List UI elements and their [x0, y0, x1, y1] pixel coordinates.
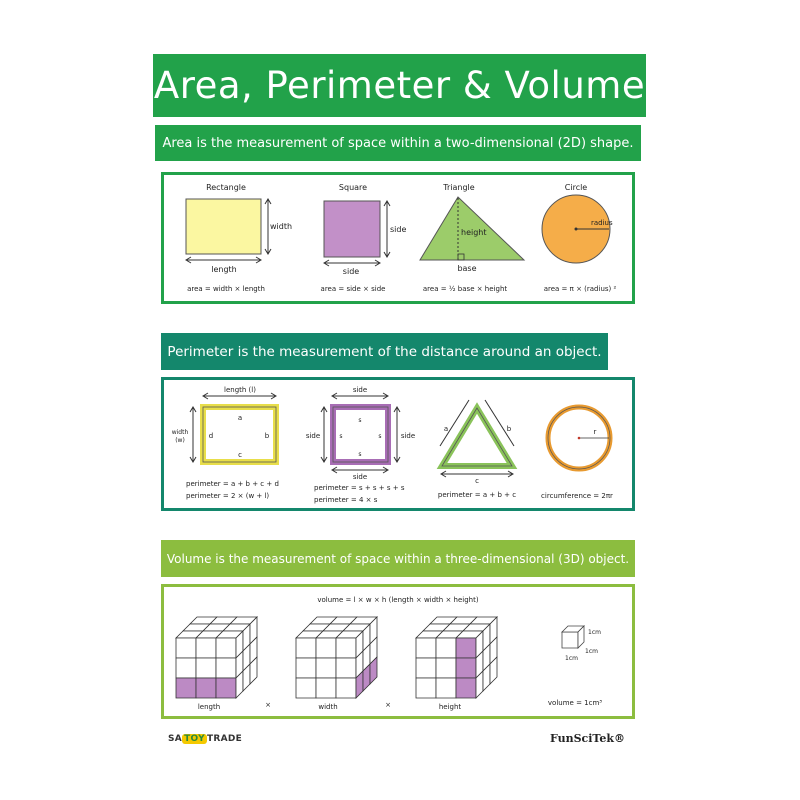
- times-sign-1: ×: [265, 701, 271, 709]
- cube-front-cell: [296, 658, 316, 678]
- cube-length-label: length: [197, 703, 221, 711]
- perim-tri-a-label: a: [443, 425, 449, 433]
- unit-cube-label-c: 1cm: [565, 655, 578, 662]
- cube-front-cell: [316, 658, 336, 678]
- cube-front-cell: [196, 658, 216, 678]
- perim-rect-formula-2: perimeter = 2 × (w + l): [186, 492, 270, 500]
- perimeter-diagrams: [164, 380, 632, 508]
- perim-rect-length-label: length (l): [224, 386, 256, 394]
- perim-sq-inner-left: s: [339, 433, 343, 440]
- triangle-base-label: base: [457, 264, 477, 273]
- perim-rect-side-b: b: [264, 432, 270, 440]
- triangle-area-formula: area = ½ base × height: [422, 285, 508, 293]
- rectangle-title: Rectangle: [206, 183, 246, 192]
- cube-front-cell: [456, 658, 476, 678]
- perim-circle-r-label: r: [593, 428, 597, 436]
- satoytrade-logo: [168, 734, 242, 744]
- poster-title: Area, Perimeter & Volume: [153, 54, 646, 117]
- square-area-formula: area = side × side: [320, 285, 386, 293]
- cube-front-cell: [456, 638, 476, 658]
- cube-front-cell: [296, 638, 316, 658]
- cube-front-cell: [416, 658, 436, 678]
- cube-front-cell: [316, 678, 336, 698]
- perimeter-banner: Perimeter is the measurement of the distance around an object.: [161, 333, 608, 370]
- cube-front-cell: [196, 678, 216, 698]
- square-title: Square: [338, 183, 368, 192]
- perim-rect-width-label: width: [171, 429, 189, 436]
- perim-sq-inner-bottom: s: [358, 451, 362, 458]
- poster: [153, 54, 646, 754]
- circle-radius-label: radius: [591, 219, 613, 227]
- triangle-height-label: height: [461, 228, 487, 237]
- perim-rect-side-c: c: [238, 451, 242, 459]
- perim-circle-formula: circumference = 2πr: [541, 492, 613, 500]
- perim-sq-inner-top: s: [358, 417, 362, 424]
- volume-diagrams: [164, 587, 632, 716]
- cube-front-cell: [336, 658, 356, 678]
- unit-cube-label-b: 1cm: [585, 648, 598, 655]
- perim-sq-top-label: side: [352, 386, 368, 394]
- perim-rect-width-label-2: (w): [175, 437, 185, 444]
- square-side-label-right: side: [390, 225, 407, 234]
- perim-rect-side-d: d: [208, 432, 214, 440]
- perim-sq-left-label: side: [305, 432, 321, 440]
- triangle-title: Triangle: [443, 183, 475, 192]
- circle-title: Circle: [564, 183, 588, 192]
- logo-part-b: TOY: [184, 734, 205, 744]
- circle-center-dot: [575, 228, 578, 231]
- cube-front-cell: [436, 658, 456, 678]
- area-panel: [161, 172, 635, 304]
- cube-front-cell: [176, 658, 196, 678]
- circle-area-formula: area = π × (radius) ²: [543, 285, 617, 293]
- logo-part-c: TRADE: [206, 734, 243, 744]
- cube-front-cell: [216, 678, 236, 698]
- perimeter-panel: [161, 377, 635, 511]
- cube-front-cell: [456, 678, 476, 698]
- perim-sq-formula-1: perimeter = s + s + s + s: [314, 484, 405, 492]
- cube-front-cell: [216, 658, 236, 678]
- perim-rect-side-a: a: [237, 414, 243, 422]
- cube-front-cell: [196, 638, 216, 658]
- perim-circle-center: [578, 437, 581, 440]
- area-diagrams: [164, 175, 632, 301]
- unit-cube-formula: volume = 1cm³: [547, 699, 603, 707]
- cube-front-cell: [436, 638, 456, 658]
- perim-rect-formula-1: perimeter = a + b + c + d: [186, 480, 279, 488]
- cube-length-highlight: [176, 617, 257, 698]
- cube-height-highlight: [416, 617, 497, 698]
- cube-front-cell: [416, 678, 436, 698]
- cube-width-label: width: [318, 703, 338, 711]
- cube-front-cell: [436, 678, 456, 698]
- cube-front-cell: [216, 638, 236, 658]
- perim-tri-formula: perimeter = a + b + c: [437, 491, 517, 499]
- cube-front-cell: [336, 638, 356, 658]
- funscitek-logo: FunSciTek®: [550, 732, 625, 745]
- volume-formula: volume = l × w × h (length × width × height): [317, 596, 479, 604]
- volume-panel: [161, 584, 635, 719]
- volume-banner: Volume is the measurement of space within a three-dimensional (3D) object.: [161, 540, 635, 577]
- perim-tri-c-label: c: [475, 477, 479, 485]
- rectangle-shape: [186, 199, 261, 254]
- perim-tri-b-label: b: [506, 425, 512, 433]
- cube-front-cell: [176, 638, 196, 658]
- cube-front-cell: [416, 638, 436, 658]
- cube-height-label: height: [438, 703, 462, 711]
- cube-front-cell: [296, 678, 316, 698]
- times-sign-2: ×: [385, 701, 391, 709]
- unit-cube: [562, 626, 584, 648]
- area-banner: Area is the measurement of space within a two-dimensional (2D) shape.: [155, 125, 641, 161]
- perim-sq-formula-2: perimeter = 4 × s: [314, 496, 378, 504]
- square-shape: [324, 201, 380, 257]
- rectangle-area-formula: area = width × length: [187, 285, 265, 293]
- perim-sq-inner-right: s: [378, 433, 382, 440]
- square-side-label-bottom: side: [342, 267, 360, 276]
- logo-part-a: SA: [168, 734, 183, 744]
- perim-sq-right-label: side: [400, 432, 416, 440]
- rectangle-length-label: length: [211, 265, 237, 274]
- perim-sq-bottom-label: side: [352, 473, 368, 481]
- unit-cube-label-a: 1cm: [588, 629, 601, 636]
- rectangle-width-label: width: [270, 222, 293, 231]
- cube-front-cell: [176, 678, 196, 698]
- cube-front-cell: [336, 678, 356, 698]
- cube-front-cell: [316, 638, 336, 658]
- perim-tri-shape: [442, 408, 512, 466]
- cube-width-highlight: [296, 617, 377, 698]
